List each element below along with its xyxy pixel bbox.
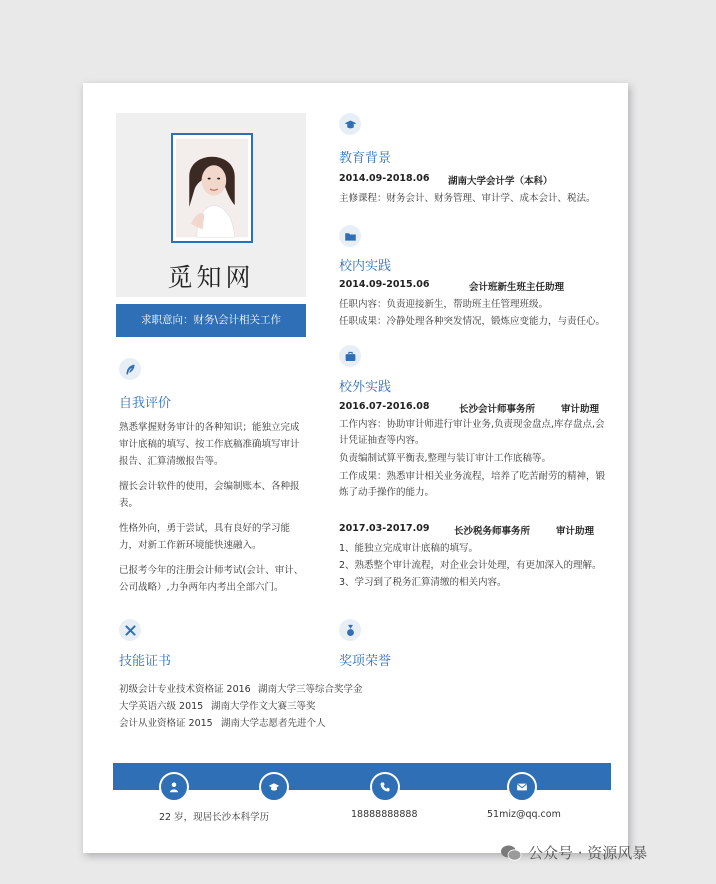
footer-phone: 18888888888: [351, 809, 418, 820]
external-title: 校外实践: [339, 380, 392, 395]
job2-line: 1、能独立完成审计底稿的填写。: [339, 543, 479, 554]
graduation-cap-icon: [259, 772, 289, 802]
award-item: 湖南大学三等综合奖学金: [258, 684, 363, 695]
job2-company: 长沙税务师事务所: [454, 526, 531, 537]
wechat-icon: [500, 844, 522, 862]
education-title: 教育背景: [339, 151, 392, 166]
education-school: 湖南大学会计学（本科）: [448, 176, 553, 187]
campus-content: 任职内容：负责迎接新生，帮助班主任管理班级。: [339, 299, 549, 310]
medal-icon: [339, 619, 361, 641]
feather-icon: [119, 358, 141, 380]
job1-company: 长沙会计师事务所: [459, 404, 536, 415]
job1-period: 2016.07-2016.08: [339, 401, 430, 412]
skill-item: 大学英语六级 2015: [119, 701, 204, 712]
profile-photo: [171, 133, 253, 243]
campus-title: 校内实践: [339, 259, 392, 274]
watermark-text: 公众号 · 资源风暴: [528, 844, 648, 862]
education-period: 2014.09-2018.06: [339, 173, 430, 184]
portrait-image: [176, 138, 248, 238]
self-eval-title: 自我评价: [119, 396, 172, 411]
tools-icon: [119, 619, 141, 641]
footer-email: 51miz@qq.com: [487, 809, 561, 820]
job2-line: 2、熟悉整个审计流程，对企业会计处理，有更加深入的理解。: [339, 560, 602, 571]
campus-period: 2014.09-2015.06: [339, 279, 430, 290]
award-item: 湖南大学志愿者先进个人: [221, 718, 326, 729]
skill-item: 初级会计专业技术资格证 2016: [119, 684, 251, 695]
award-item: 湖南大学作文大赛三等奖: [211, 701, 316, 712]
graduation-cap-icon: [339, 113, 361, 135]
job-target-bar: 求职意向：财务\会计相关工作: [116, 304, 306, 337]
self-eval-paragraph: 熟悉掌握财务审计的各种知识；能独立完成审计底稿的填写、按工作底稿准确填写审计报告、汇算清缴报告等。: [119, 422, 300, 467]
campus-result: 任职成果：冷静处理各种突发情况，锻炼应变能力，与责任心。: [339, 316, 606, 327]
folder-icon: [339, 225, 361, 247]
skill-item: 会计从业资格证 2015: [119, 718, 213, 729]
briefcase-icon: [339, 345, 361, 367]
campus-role: 会计班新生班主任助理: [469, 282, 565, 293]
job2-line: 3、学习到了税务汇算清缴的相关内容。: [339, 577, 507, 588]
candidate-name: 觅知网: [167, 263, 255, 292]
profile-card: [116, 113, 306, 297]
person-icon: [159, 772, 189, 802]
job2-period: 2017.03-2017.09: [339, 523, 430, 534]
phone-icon: [370, 772, 400, 802]
education-courses: 主修课程：财务会计、财务管理、审计学、成本会计、税法。: [339, 193, 596, 204]
job1-line: 工作成果：熟悉审计相关业务流程，培养了吃苦耐劳的精神，锻炼了动手操作的能力。: [339, 471, 606, 498]
job1-line: 工作内容：协助审计师进行审计业务,负责现金盘点,库存盘点,会计凭证抽查等内容。: [339, 419, 605, 446]
footer-age-location: 22 岁，现居长沙本科学历: [159, 812, 270, 823]
mail-icon: [507, 772, 537, 802]
skills-title: 技能证书: [119, 654, 172, 669]
job1-role: 审计助理: [561, 404, 600, 415]
self-eval-paragraph: 擅长会计软件的使用，会编制账本、各种报表。: [119, 481, 300, 509]
awards-title: 奖项荣誉: [339, 654, 392, 669]
self-eval-paragraph: 已报考今年的注册会计师考试(会计、审计、公司战略）,力争两年内考出全部六门。: [119, 565, 304, 593]
job1-line: 负责编制试算平衡表,整理与装订审计工作底稿等。: [339, 453, 552, 464]
job2-role: 审计助理: [556, 526, 595, 537]
self-eval-paragraph: 性格外向，勇于尝试，具有良好的学习能力，对新工作新环境能快速融入。: [119, 523, 291, 551]
resume-page: [83, 83, 628, 853]
watermark: [500, 842, 647, 863]
